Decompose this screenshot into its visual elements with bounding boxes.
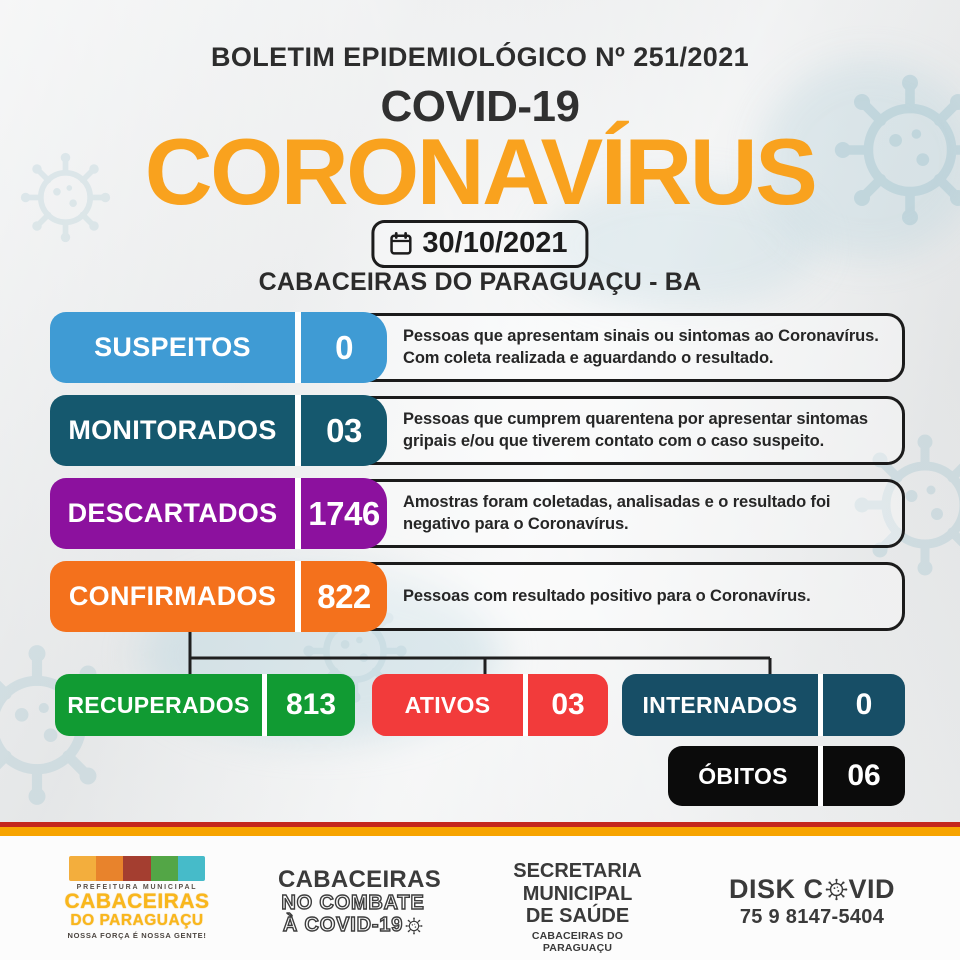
stat-row-suspeitos	[50, 312, 905, 383]
bulletin-number: BOLETIM EPIDEMIOLÓGICO Nº 251/2021	[210, 42, 750, 72]
logo-tile	[69, 856, 96, 881]
date-badge	[371, 220, 588, 268]
stat-description: Amostras foram coletadas, analisadas e o resultado foi negativo para o Coronavírus.	[403, 493, 831, 533]
summary-box-ativos	[372, 674, 608, 736]
stat-value: 03	[326, 411, 362, 449]
disk-covid-phone: 75 9 8147-5404	[739, 906, 885, 928]
divider	[295, 395, 301, 466]
prefeitura-line3: DO PARAGUAÇU	[70, 912, 204, 929]
summary-label: RECUPERADOS	[55, 674, 262, 736]
stat-value-box	[301, 561, 387, 632]
footer-stripe-orange	[0, 827, 960, 836]
stat-label: SUSPEITOS	[94, 332, 251, 362]
stat-description: Pessoas que cumprem quarentena por apresentar sintomas gripais e/ou que tiverem contato com o caso suspeito.	[403, 410, 869, 450]
stat-description-box	[300, 313, 905, 382]
stat-value: 0	[335, 328, 353, 366]
combate-line1: CABACEIRAS	[278, 866, 442, 893]
combate-logo	[278, 866, 442, 937]
disk-covid-title	[722, 874, 902, 905]
prefeitura-slogan: NOSSA FORÇA É NOSSA GENTE!	[67, 931, 207, 941]
summary-box-recuperados	[55, 674, 355, 736]
summary-box-internados	[622, 674, 905, 736]
summary-label: INTERNADOS	[622, 674, 818, 736]
prefeitura-logo	[62, 856, 212, 940]
disk-covid-post: VID	[848, 874, 896, 904]
secretaria-line1: SECRETARIA	[513, 860, 642, 882]
stat-label-box	[50, 561, 295, 632]
calendar-icon	[388, 231, 413, 256]
summary-box-obitos	[668, 746, 905, 806]
disk-covid-pre: DISK C	[728, 874, 824, 904]
stat-description-box	[300, 479, 905, 548]
stat-label-box	[50, 312, 295, 383]
divider	[295, 478, 301, 549]
secretaria-logo	[500, 860, 655, 954]
stat-description-box	[300, 396, 905, 465]
summary-label: ATIVOS	[372, 674, 523, 736]
stat-value-box	[301, 478, 387, 549]
prefeitura-line2: CABACEIRAS	[64, 890, 210, 913]
bulletin-date: 30/10/2021	[422, 227, 568, 259]
virus-icon	[825, 878, 848, 901]
flow-connector-lines	[0, 630, 960, 676]
stat-value: 1746	[308, 494, 380, 532]
summary-value: 03	[528, 674, 608, 736]
summary-value: 0	[823, 674, 905, 736]
virus-icon	[405, 917, 423, 935]
prefeitura-line1: PREFEITURA MUNICIPAL	[76, 884, 198, 891]
logo-tile	[96, 856, 123, 881]
stat-label-box	[50, 478, 295, 549]
summary-label: ÓBITOS	[668, 746, 818, 806]
divider	[295, 312, 301, 383]
summary-value: 813	[267, 674, 355, 736]
stat-value-box	[301, 395, 387, 466]
location-title: CABACEIRAS DO PARAGUAÇU - BA	[258, 268, 702, 296]
logo-tile	[178, 856, 205, 881]
stat-value-box	[301, 312, 387, 383]
prefeitura-logo-image	[69, 856, 205, 881]
page-title: CORONAVÍRUS	[144, 119, 816, 224]
stat-row-descartados	[50, 478, 905, 549]
stat-label: CONFIRMADOS	[68, 581, 277, 611]
logo-tile	[151, 856, 178, 881]
secretaria-line4: CABACEIRAS DO PARAGUAÇU	[531, 929, 624, 954]
combate-line3: À COVID-19	[282, 914, 404, 937]
combate-line2: NO COMBATE	[281, 892, 425, 914]
stat-label-box	[50, 395, 295, 466]
covid-label: COVID-19	[380, 82, 580, 131]
stat-description: Pessoas com resultado positivo para o Coronavírus.	[403, 586, 811, 605]
logo-tile	[123, 856, 150, 881]
disk-covid	[722, 874, 902, 929]
summary-value: 06	[823, 746, 905, 806]
divider	[295, 561, 301, 632]
stat-label: MONITORADOS	[68, 415, 277, 445]
stat-description: Pessoas que apresentam sinais ou sintomas ao Coronavírus. Com coleta realizada e aguardando o resultado.	[403, 327, 879, 367]
secretaria-line2: MUNICIPAL	[522, 882, 633, 905]
stat-description-box	[300, 562, 905, 631]
stat-value: 822	[317, 577, 371, 615]
stat-label: DESCARTADOS	[67, 498, 278, 528]
stat-row-confirmados	[50, 561, 905, 632]
stat-row-monitorados	[50, 395, 905, 466]
secretaria-line3: DE SAÚDE	[525, 905, 630, 928]
